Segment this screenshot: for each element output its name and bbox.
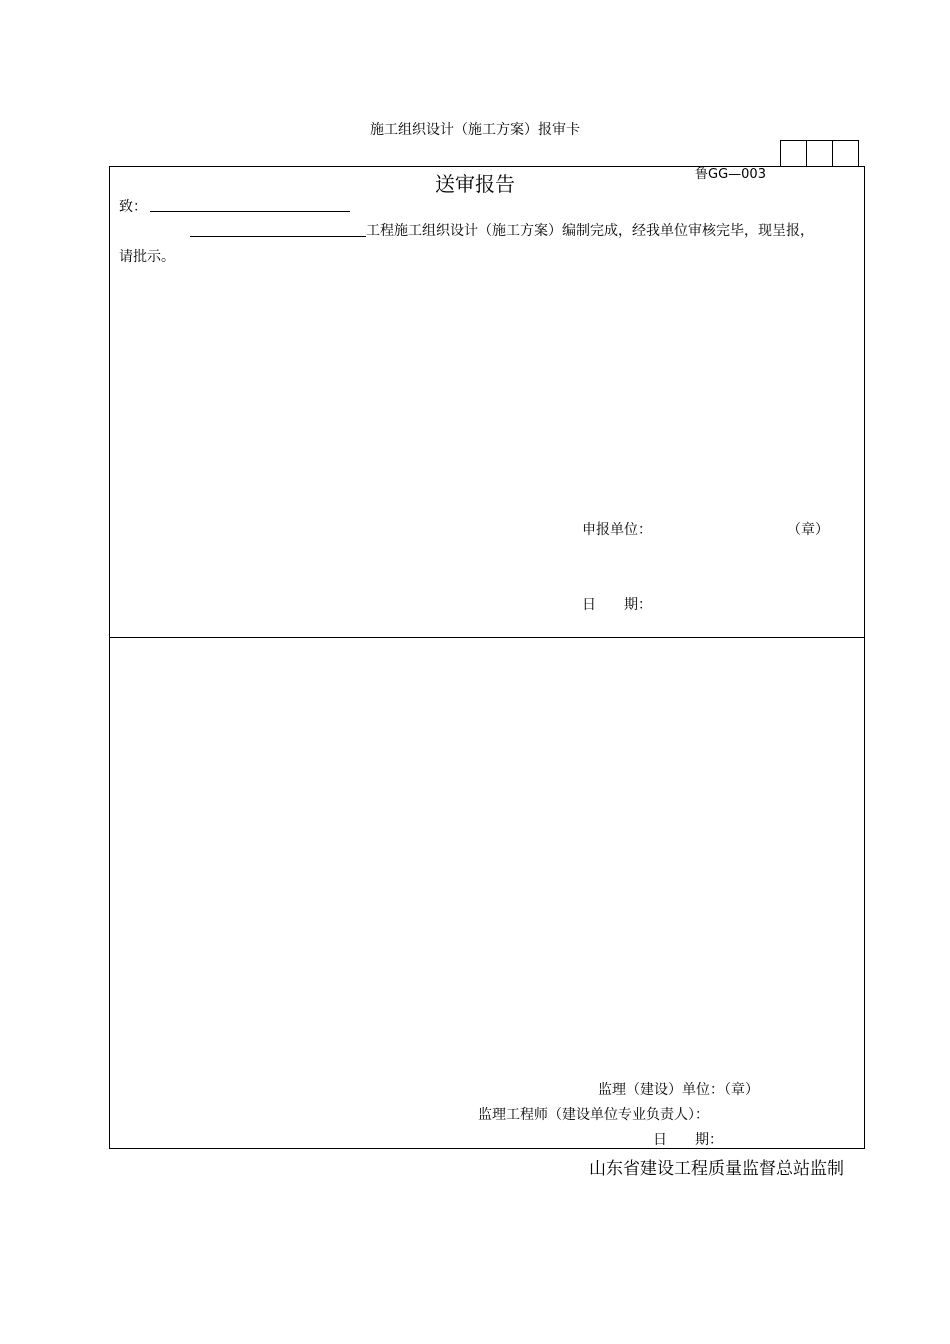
form-frame [109, 166, 865, 1149]
form-number: 鲁GG—003 [695, 167, 766, 182]
section-title: 送审报告 [435, 172, 515, 196]
report-body-line-1: 工程施工组织设计（施工方案）编制完成，经我单位审核完毕，现呈报， [366, 223, 814, 239]
section-divider [109, 637, 865, 638]
code-boxes [780, 140, 859, 166]
applicant-unit-label: 申报单位： [582, 522, 652, 538]
supervision-unit-label: 监理（建设）单位：（章） [598, 1082, 759, 1098]
report-body-line-2: 请批示。 [119, 249, 175, 265]
supervising-engineer-label: 监理工程师（建设单位专业负责人）： [478, 1107, 709, 1123]
code-box [780, 140, 807, 166]
code-box [806, 140, 833, 166]
report-date-label: 日 期： [582, 597, 652, 613]
recipient-blank-line [150, 211, 350, 212]
document-title: 施工组织设计（施工方案）报审卡 [370, 122, 580, 138]
supervision-date-label: 日 期： [653, 1132, 723, 1148]
code-box [832, 140, 859, 166]
issuer-footer: 山东省建设工程质量监督总站监制 [589, 1159, 844, 1179]
recipient-label: 致： [119, 199, 147, 215]
project-name-blank-line [190, 236, 366, 237]
seal-label: （章） [787, 522, 829, 538]
